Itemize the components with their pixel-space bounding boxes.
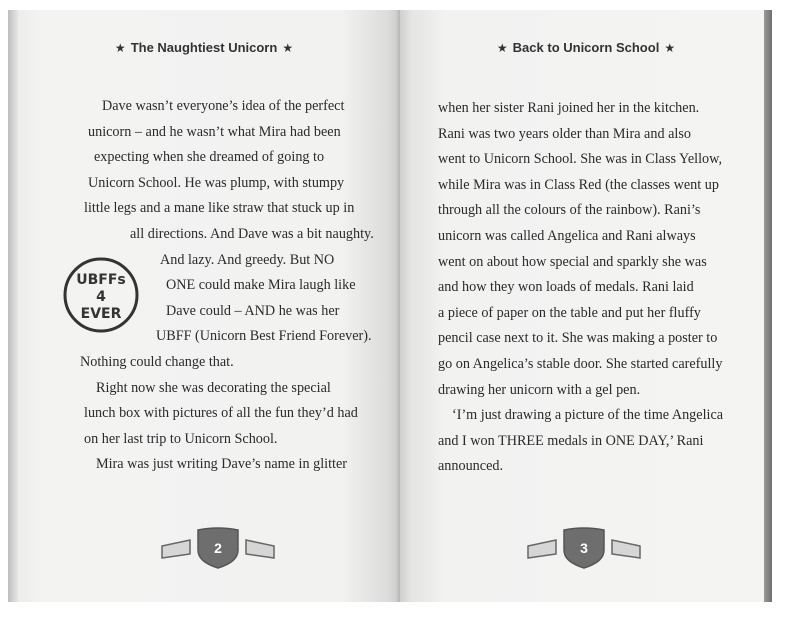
star-icon: ★ <box>664 41 676 55</box>
text-line: unicorn – and he wasn’t what Mira had been <box>88 123 341 140</box>
text-line: And lazy. And greedy. But NO <box>160 251 335 268</box>
text-line: UBFF (Unicorn Best Friend Forever). <box>156 328 372 345</box>
text-line: little legs and a mane like straw that stuck up in <box>84 200 355 217</box>
text-line: unicorn was called Angelica and Rani always <box>438 227 696 244</box>
stamp-text: EVER <box>80 306 122 322</box>
star-icon: ★ <box>282 41 294 55</box>
page-number: 2 <box>214 540 222 556</box>
text-line: and how they won loads of medals. Rani laid <box>438 279 694 296</box>
text-line: lunch box with pictures of all the fun they’d had <box>84 405 358 422</box>
right-page-body <box>438 96 738 480</box>
text-line: Dave could – AND he was her <box>166 302 340 319</box>
text-line: ONE could make Mira laugh like <box>166 277 356 294</box>
text-line: expecting when she dreamed of going to <box>94 149 325 166</box>
right-header-title: Back to Unicorn School <box>512 40 660 55</box>
text-line: on her last trip to Unicorn School. <box>84 430 278 447</box>
text-line: went on about how special and sparkly she was <box>438 253 707 270</box>
text-line: Rani was two years older than Mira and also <box>438 125 691 142</box>
text-line: drawing her unicorn with a gel pen. <box>438 381 641 398</box>
page-number-badge <box>524 524 644 570</box>
text-line: Dave wasn’t everyone’s idea of the perfect <box>102 98 345 114</box>
right-page <box>400 10 772 602</box>
book-edge <box>764 10 772 602</box>
text-line: ‘I’m just drawing a picture of the time Angelica <box>452 407 724 424</box>
text-line: Right now she was decorating the special <box>96 379 331 396</box>
star-icon: ★ <box>496 41 508 55</box>
text-line: Unicorn School. He was plump, with stumpy <box>88 174 345 191</box>
right-page-header <box>400 40 772 55</box>
star-icon: ★ <box>114 41 126 55</box>
text-line: when her sister Rani joined her in the kitchen. <box>438 100 700 116</box>
ubffs-4-ever-stamp <box>60 254 142 336</box>
text-line: go on Angelica’s stable door. She started carefully <box>438 355 723 372</box>
text-line: all directions. And Dave was a bit naughty. <box>130 225 374 242</box>
text-line: Mira was just writing Dave’s name in glitter <box>96 456 347 473</box>
text-line: pencil case next to it. She was making a poster to <box>438 330 718 347</box>
text-line: and I won THREE medals in ONE DAY,’ Rani <box>438 432 704 449</box>
left-page <box>8 10 400 602</box>
text-line: a piece of paper on the table and put her fluffy <box>438 304 701 321</box>
text-line: went to Unicorn School. She was in Class Yellow, <box>438 151 723 168</box>
left-page-header <box>8 40 400 55</box>
stamp-text: UBFFs <box>76 272 126 288</box>
text-line: while Mira was in Class Red (the classes went up <box>438 176 719 193</box>
page-edge <box>8 10 18 602</box>
page-number-badge <box>158 524 278 570</box>
page-number: 3 <box>580 540 588 556</box>
left-header-title: The Naughtiest Unicorn <box>130 40 278 55</box>
text-line: Nothing could change that. <box>80 353 234 370</box>
open-book <box>8 6 778 610</box>
text-line: through all the colours of the rainbow). Rani’s <box>438 202 701 219</box>
stamp-text: 4 <box>96 289 106 305</box>
text-line: announced. <box>438 458 504 475</box>
